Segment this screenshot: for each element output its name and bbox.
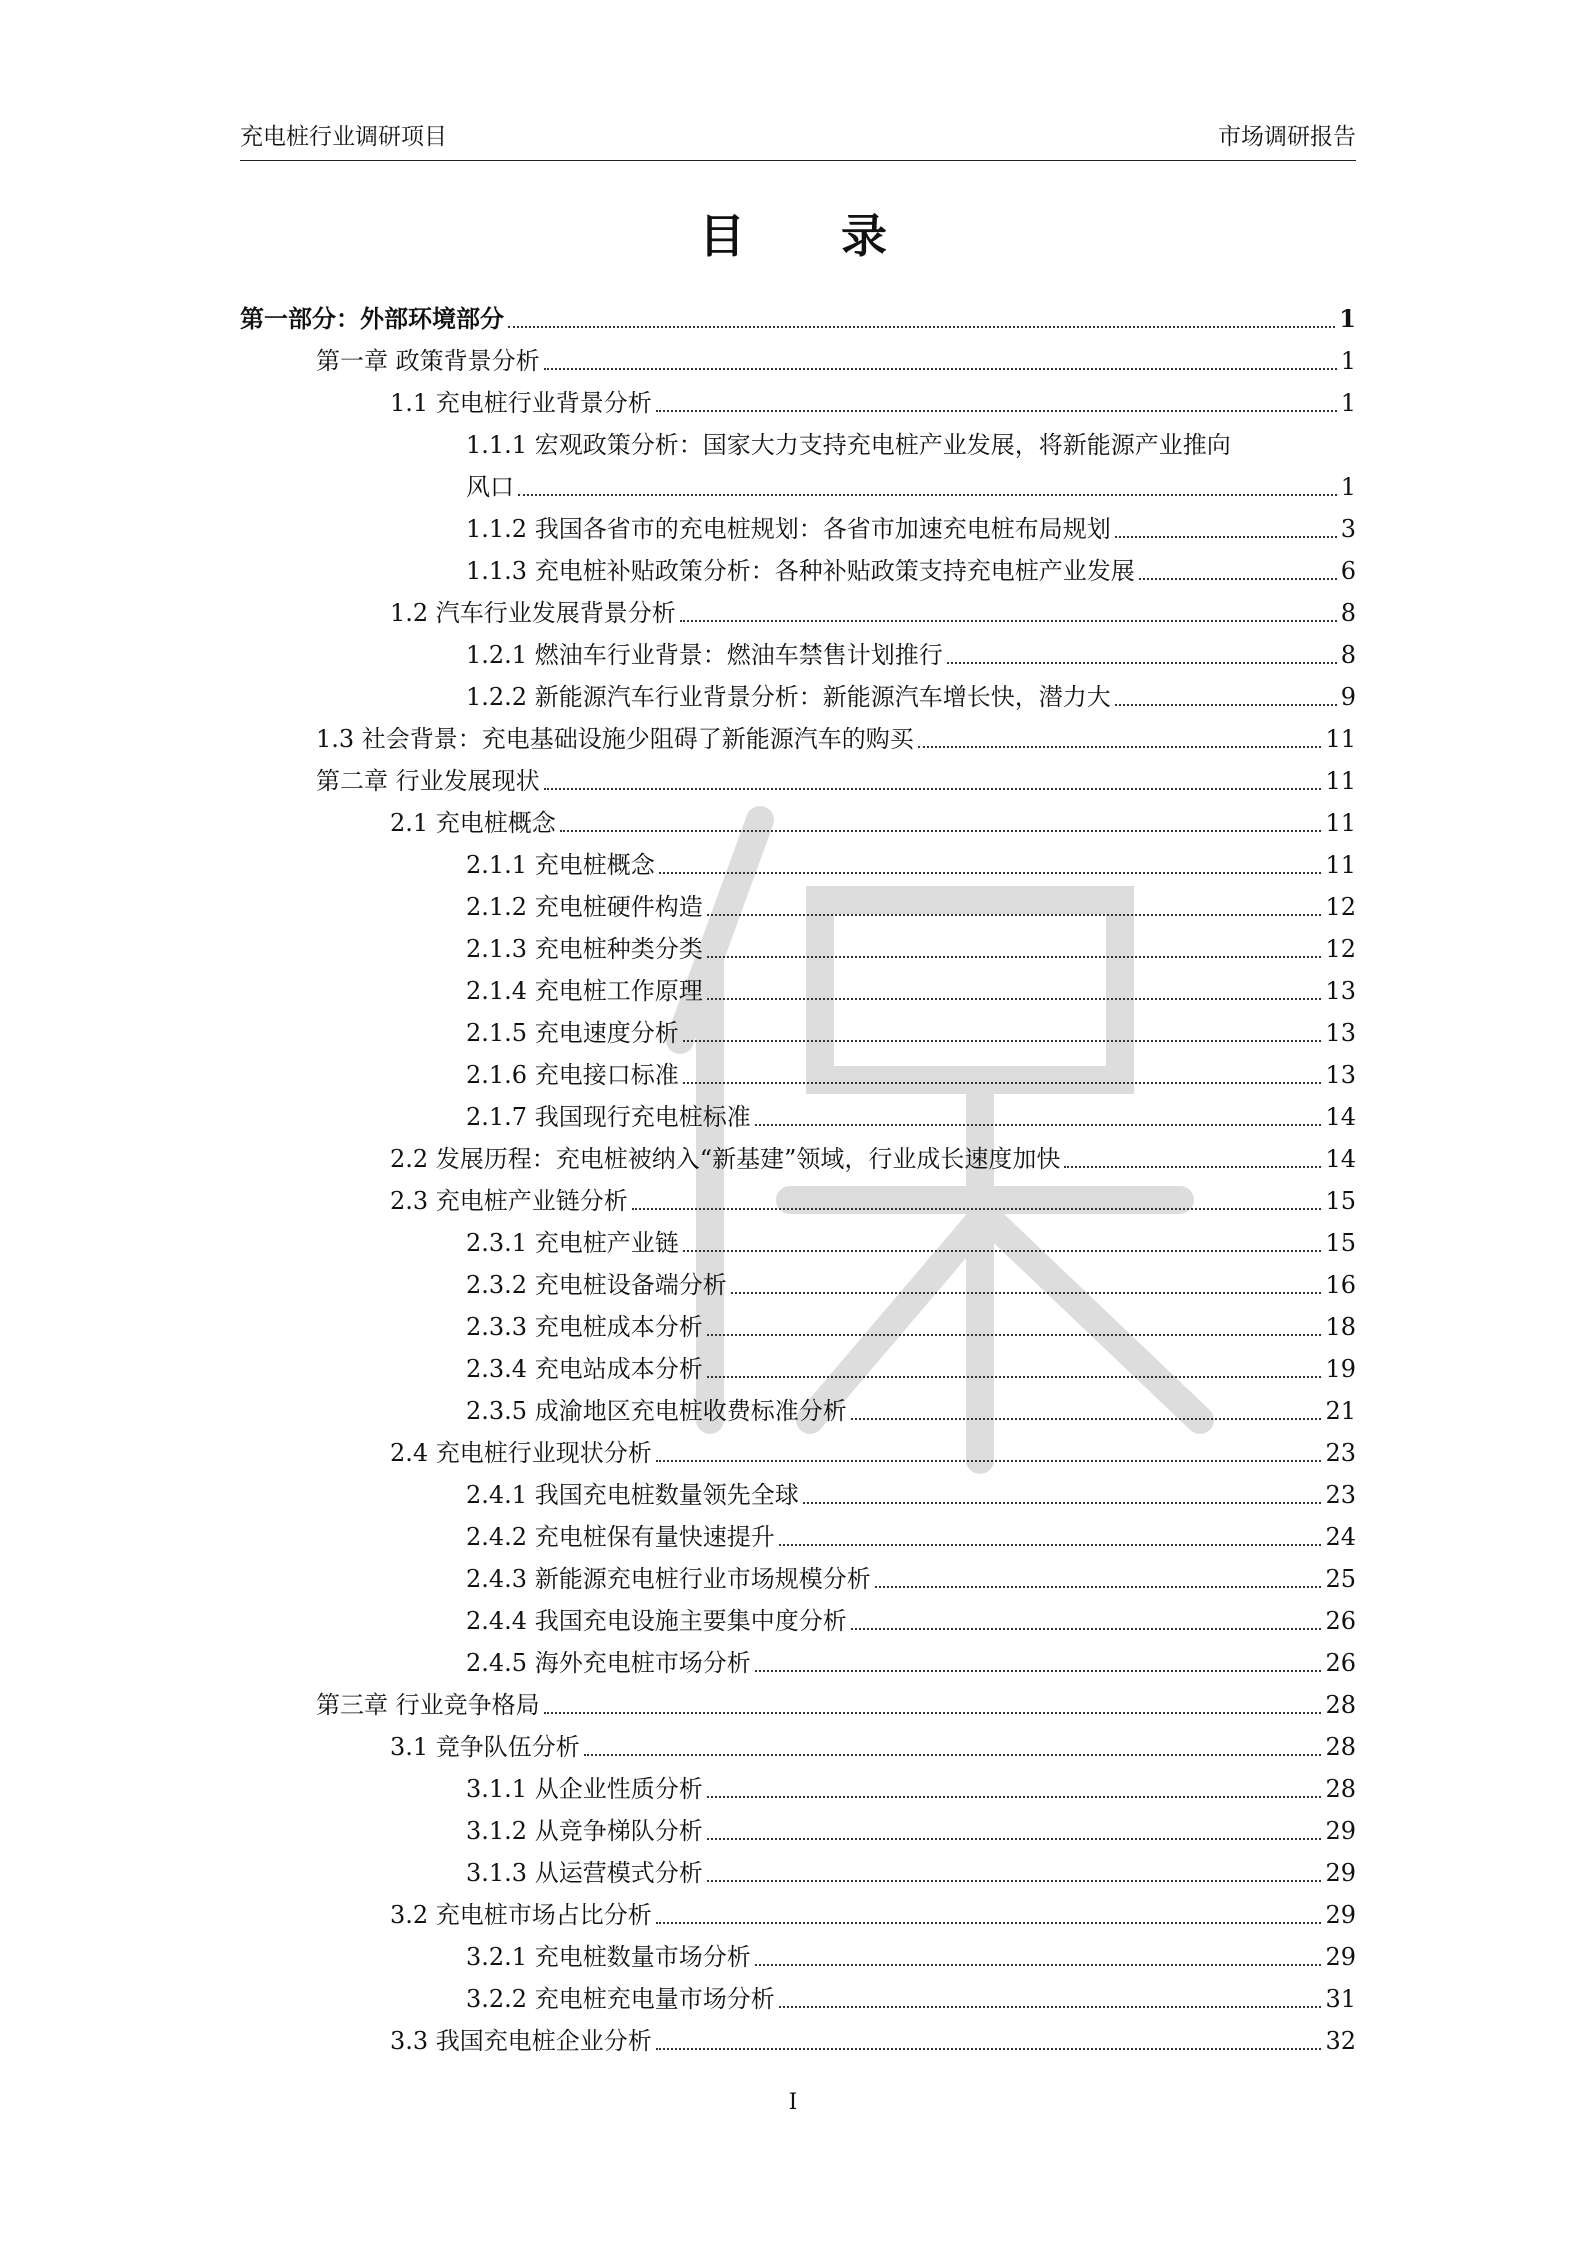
toc-entry[interactable] [240,1516,1356,1558]
toc-entry-label: 3.2.2 充电桩充电量市场分析 [466,1985,775,2013]
toc-entry-label: 3.1.3 从运营模式分析 [466,1859,703,1887]
toc-leader-dots [544,1712,1322,1714]
toc-leader-dots [707,1334,1322,1336]
toc-entry-label: 1.1.1 宏观政策分析：国家大力支持充电桩产业发展，将新能源产业推向 [466,431,1231,459]
table-of-contents [240,298,1356,2062]
toc-entry-label: 2.1.3 充电桩种类分类 [466,935,703,963]
toc-entry-label: 1.2.2 新能源汽车行业背景分析：新能源汽车增长快，潜力大 [466,683,1111,711]
toc-entry[interactable] [240,1684,1356,1726]
toc-leader-dots [779,2006,1322,2008]
header-left-text: 充电桩行业调研项目 [240,124,447,150]
toc-leader-dots [544,368,1337,370]
toc-entry-page: 11 [1325,809,1356,837]
toc-entry-label: 1.2 汽车行业发展背景分析 [390,599,676,627]
toc-entry[interactable] [240,928,1356,970]
toc-entry-label: 2.4.1 我国充电桩数量领先全球 [466,1481,799,1509]
toc-entry[interactable] [240,1012,1356,1054]
toc-entry-page: 28 [1325,1775,1356,1803]
toc-entry[interactable] [240,634,1356,676]
toc-entry[interactable] [240,1348,1356,1390]
toc-leader-dots [707,914,1322,916]
toc-entry-page: 29 [1325,1943,1356,1971]
toc-entry-label: 2.1.2 充电桩硬件构造 [466,893,703,921]
toc-leader-dots [707,1796,1322,1798]
toc-entry-page: 11 [1325,851,1356,879]
toc-entry-page: 12 [1325,893,1356,921]
toc-leader-dots [1115,704,1337,706]
toc-leader-dots [560,830,1322,832]
toc-leader-dots [656,2048,1322,2050]
toc-entry-page: 26 [1325,1649,1356,1677]
toc-entry-page: 11 [1325,767,1356,795]
toc-entry[interactable] [240,1936,1356,1978]
toc-entry-continuation[interactable] [240,466,1356,508]
toc-leader-dots [683,1082,1322,1084]
toc-entry[interactable] [240,508,1356,550]
toc-entry-page: 16 [1325,1271,1356,1299]
toc-entry-label: 3.2 充电桩市场占比分析 [390,1901,652,1929]
toc-leader-dots [1115,536,1337,538]
toc-leader-dots [755,1670,1322,1672]
toc-entry-label: 1.1.3 充电桩补贴政策分析：各种补贴政策支持充电桩产业发展 [466,557,1135,585]
toc-entry-label: 2.3.1 充电桩产业链 [466,1229,679,1257]
toc-entry[interactable] [240,1054,1356,1096]
toc-entry[interactable] [240,1810,1356,1852]
toc-leader-dots [875,1586,1322,1588]
toc-leader-dots [656,410,1337,412]
toc-entry-page: 12 [1325,935,1356,963]
toc-entry[interactable] [240,1852,1356,1894]
toc-entry-label: 2.4.3 新能源充电桩行业市场规模分析 [466,1565,871,1593]
toc-entry-page: 6 [1340,557,1356,585]
toc-entry-label: 2.1.6 充电接口标准 [466,1061,679,1089]
toc-leader-dots [803,1502,1322,1504]
toc-entry-label: 3.3 我国充电桩企业分析 [390,2027,652,2055]
toc-entry-page: 1 [1340,389,1356,417]
toc-leader-dots [1064,1166,1321,1168]
toc-entry[interactable] [240,1306,1356,1348]
toc-entry-page: 24 [1325,1523,1356,1551]
toc-entry-page: 28 [1325,1691,1356,1719]
toc-entry-label: 3.1 竞争队伍分析 [390,1733,580,1761]
toc-entry-label: 2.4.4 我国充电设施主要集中度分析 [466,1607,847,1635]
toc-entry-label: 2.4.2 充电桩保有量快速提升 [466,1523,775,1551]
toc-entry-label: 1.1 充电桩行业背景分析 [390,389,652,417]
toc-entry[interactable] [240,1558,1356,1600]
toc-entry-page: 29 [1325,1901,1356,1929]
toc-leader-dots [731,1292,1322,1294]
toc-entry-label: 3.1.1 从企业性质分析 [466,1775,703,1803]
toc-entry[interactable] [240,1096,1356,1138]
toc-entry[interactable] [240,970,1356,1012]
toc-entry[interactable] [240,760,1356,802]
toc-entry-label: 2.4 充电桩行业现状分析 [390,1439,652,1467]
toc-leader-dots [755,1964,1322,1966]
toc-leader-dots [851,1628,1322,1630]
toc-leader-dots [707,1376,1322,1378]
toc-entry[interactable] [240,886,1356,928]
toc-entry-page: 23 [1325,1481,1356,1509]
toc-entry-page: 1 [1340,347,1356,375]
toc-entry[interactable] [240,1768,1356,1810]
toc-entry-label: 第一部分：外部环境部分 [240,304,504,333]
toc-leader-dots [707,956,1322,958]
toc-leader-dots [656,1922,1322,1924]
toc-entry[interactable] [240,1726,1356,1768]
toc-entry[interactable] [240,1642,1356,1684]
toc-entry-label: 第三章 行业竞争格局 [316,1691,540,1719]
toc-entry-page: 25 [1325,1565,1356,1593]
toc-leader-dots [680,620,1337,622]
toc-entry-label: 2.3.4 充电站成本分析 [466,1355,703,1383]
toc-entry[interactable] [240,802,1356,844]
toc-leader-dots [755,1124,1322,1126]
toc-entry-label: 2.2 发展历程：充电桩被纳入“新基建”领域，行业成长速度加快 [390,1145,1061,1173]
toc-leader-dots [707,1880,1322,1882]
toc-leader-dots [707,1838,1322,1840]
toc-entry-label: 风口 [466,473,514,501]
toc-entry[interactable] [240,1264,1356,1306]
toc-entry-page: 13 [1325,1061,1356,1089]
toc-entry-label: 1.3 社会背景：充电基础设施少阻碍了新能源汽车的购买 [316,725,914,753]
toc-entry-label: 2.3.2 充电桩设备端分析 [466,1271,727,1299]
page-number: I [788,2090,798,2115]
toc-entry-page: 29 [1325,1817,1356,1845]
toc-entry-label: 第一章 政策背景分析 [316,347,540,375]
page-title: 目 录 [698,209,927,263]
toc-entry[interactable] [240,1390,1356,1432]
toc-entry-page: 11 [1325,725,1356,753]
toc-entry[interactable] [240,1474,1356,1516]
toc-leader-dots [632,1208,1322,1210]
toc-entry-page: 8 [1340,599,1356,627]
toc-leader-dots [779,1544,1322,1546]
toc-entry-page: 21 [1325,1397,1356,1425]
toc-entry-page: 14 [1325,1103,1356,1131]
toc-leader-dots [518,494,1337,496]
toc-leader-dots [851,1418,1322,1420]
toc-entry-page: 19 [1325,1355,1356,1383]
toc-entry-page: 13 [1325,977,1356,1005]
toc-entry[interactable] [240,1978,1356,2020]
toc-leader-dots [683,1250,1322,1252]
header-right-text: 市场调研报告 [1218,124,1356,150]
toc-entry[interactable] [240,1894,1356,1936]
page-header [240,112,1356,161]
toc-entry-label: 2.3 充电桩产业链分析 [390,1187,628,1215]
toc-entry[interactable] [240,676,1356,718]
toc-entry-label: 2.1 充电桩概念 [390,809,556,837]
toc-entry[interactable] [240,1432,1356,1474]
toc-entry-page: 26 [1325,1607,1356,1635]
toc-entry[interactable] [240,1180,1356,1222]
toc-entry[interactable] [240,298,1356,340]
toc-entry-label: 3.2.1 充电桩数量市场分析 [466,1943,751,1971]
toc-leader-dots [707,998,1322,1000]
toc-entry-page: 14 [1325,1145,1356,1173]
toc-entry-page: 29 [1325,1859,1356,1887]
toc-entry-page: 3 [1340,515,1356,543]
toc-entry-label: 1.2.1 燃油车行业背景：燃油车禁售计划推行 [466,641,943,669]
toc-entry-page: 9 [1340,683,1356,711]
toc-entry-label: 3.1.2 从竞争梯队分析 [466,1817,703,1845]
toc-leader-dots [1139,578,1337,580]
toc-entry-label: 2.1.4 充电桩工作原理 [466,977,703,1005]
toc-entry-page: 31 [1325,1985,1356,2013]
toc-leader-dots [508,326,1335,328]
toc-entry[interactable] [240,1138,1356,1180]
toc-entry[interactable] [240,2020,1356,2062]
toc-entry[interactable] [240,718,1356,760]
toc-entry-page: 28 [1325,1733,1356,1761]
toc-entry-page: 23 [1325,1439,1356,1467]
toc-entry-page: 32 [1325,2027,1356,2055]
toc-entry-page: 8 [1340,641,1356,669]
toc-entry[interactable] [240,1600,1356,1642]
toc-entry-page: 1 [1340,473,1356,501]
toc-entry-label: 2.1.5 充电速度分析 [466,1019,679,1047]
toc-leader-dots [683,1040,1322,1042]
toc-entry-label: 第二章 行业发展现状 [316,767,540,795]
toc-leader-dots [584,1754,1322,1756]
toc-entry-page: 18 [1325,1313,1356,1341]
toc-leader-dots [659,872,1322,874]
toc-entry-label: 2.3.3 充电桩成本分析 [466,1313,703,1341]
toc-entry[interactable] [240,592,1356,634]
toc-leader-dots [918,746,1322,748]
toc-entry-label: 2.1.7 我国现行充电桩标准 [466,1103,751,1131]
toc-entry-page: 13 [1325,1019,1356,1047]
toc-entry[interactable] [240,382,1356,424]
toc-entry-label: 2.4.5 海外充电桩市场分析 [466,1649,751,1677]
toc-leader-dots [656,1460,1322,1462]
toc-leader-dots [947,662,1337,664]
toc-entry-label: 2.1.1 充电桩概念 [466,851,655,879]
toc-entry-page: 15 [1325,1187,1356,1215]
toc-entry-label: 2.3.5 成渝地区充电桩收费标准分析 [466,1397,847,1425]
toc-entry[interactable] [240,1222,1356,1264]
toc-entry-label: 1.1.2 我国各省市的充电桩规划：各省市加速充电桩布局规划 [466,515,1111,543]
toc-entry-page: 1 [1339,304,1356,333]
toc-leader-dots [544,788,1322,790]
toc-entry[interactable] [240,424,1356,466]
toc-entry[interactable] [240,340,1356,382]
toc-entry-page: 15 [1325,1229,1356,1257]
toc-entry[interactable] [240,844,1356,886]
toc-entry[interactable] [240,550,1356,592]
